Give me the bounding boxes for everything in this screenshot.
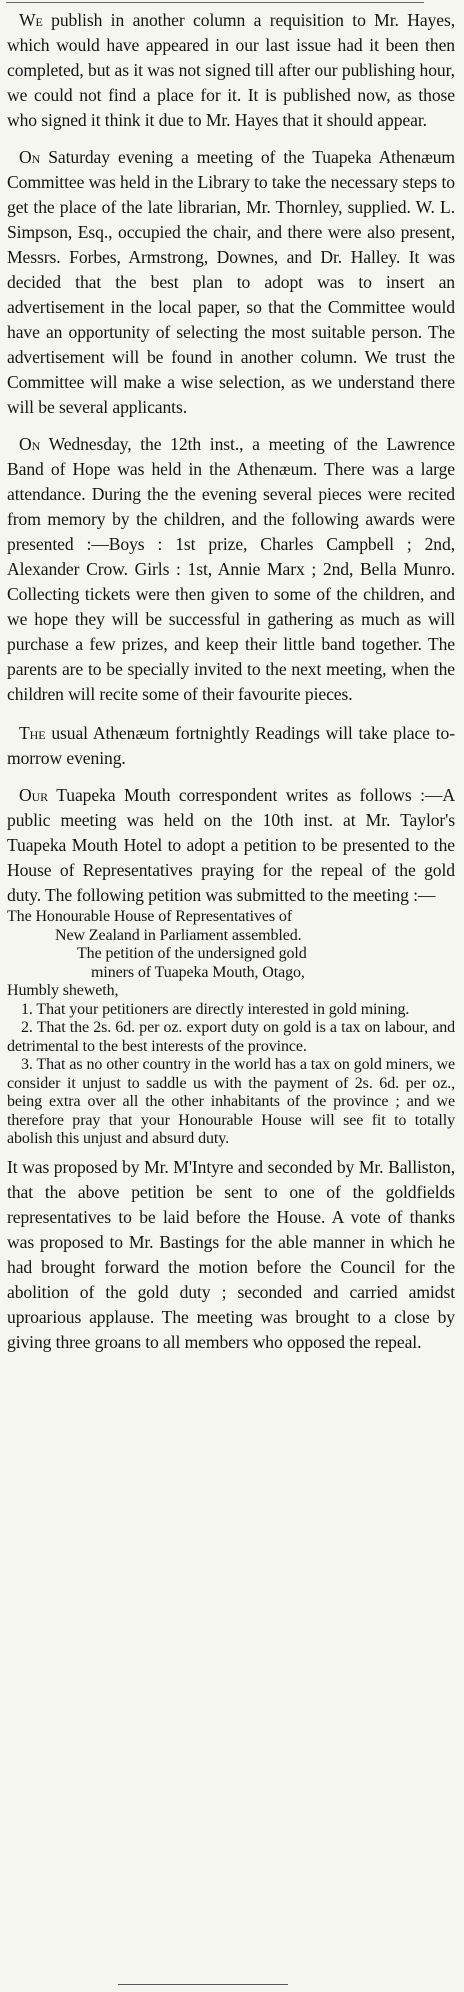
article-lead-word: On (19, 434, 41, 454)
article-lead-word: Our (19, 785, 49, 805)
end-rule (118, 1984, 288, 1985)
petition-item-number: 1. (21, 1000, 33, 1018)
petition-item (7, 1001, 455, 1020)
article-text: Wednesday, the 12th inst., a meeting of the Lawrence Band of Hope was held in the Athenæum. There was a large attendance. During the the evening several pieces were recited from memory by the children, and the following awards were presented :—Boys : 1st prize, Charles Campbell ; 2nd, Alexander Crow. Girls : 1st, Annie Marx ; 2nd, Bella Munro. Collecting tickets were then given to some of the children, and we hope they will be successful in gathering as much as will purchase a few prizes, and keep their little band together. The parents are to be specially invited to the next meeting, when the children will recite some of their favourite pieces. (7, 434, 455, 704)
petition-item (7, 1019, 455, 1056)
article-readings (7, 721, 455, 771)
petition-item (7, 1056, 455, 1149)
petition-item-text: That as no other country in the world has a tax on gold miners, we consider it unjust to saddle us with the payment of 2s. 6d. per oz., being extra over all the other inhabitants of the province ; and we therefore pray that your Honourable House will see fit to totally abolish this unjust and absurd duty. (7, 1056, 455, 1147)
article-closing-paragraph: It was proposed by Mr. M'Intyre and seconded by Mr. Balliston, that the above petition be sent to one of the goldfields representatives to be laid before the House. A vote of thanks was proposed to Mr. Bastings for the able manner in which he had brought forward the motion before the Council for the abolition of the gold duty ; seconded and carried amidst uproarious applause. The meeting was brought to a close by giving three groans to all members who opposed the repeal. (7, 1156, 455, 1352)
article-athenaeum-committee (7, 145, 455, 420)
petition-address-line: New Zealand in Parliament assembled. (55, 926, 302, 944)
petition-block (7, 908, 455, 1149)
petition-address-line: miners of Tuapeka Mouth, Otago, (91, 963, 305, 981)
article-band-of-hope (7, 432, 455, 707)
article-lead-word: The (19, 723, 46, 743)
top-rule (6, 2, 424, 3)
petition-address-line: The petition of the undersigned gold (77, 945, 307, 962)
article-tuapeka-mouth (7, 783, 455, 908)
petition-item-number: 2. (21, 1019, 33, 1036)
article-text: Tuapeka Mouth correspondent writes as follows :—A public meeting was held on the 10th inst. at Mr. Taylor's Tuapeka Mouth Hotel to adopt a petition to be presented to the House of Representatives praying for the repeal of the gold duty. The following petition was submitted to the meeting :— (7, 785, 455, 905)
article-text: publish in another column a requisition to Mr. Hayes, which would have appeared in our last issue had it been then completed, but as it was not signed till after our publishing hour, we could not find a place for it. It is published now, as those who signed it think it due to Mr. Hayes that it should appear. (7, 10, 455, 130)
article-lead-word: On (19, 147, 41, 167)
article-requisition (7, 8, 455, 133)
petition-item-text: That your petitioners are directly interested in gold mining. (32, 1000, 410, 1018)
news-column (7, 8, 455, 1355)
article-text: Saturday evening a meeting of the Tuapeka Athenæum Committee was held in the Library to take the necessary steps to get the place of the late librarian, Mr. Thornley, supplied. W. L. Simpson, Esq., occupied the chair, and there were also present, Messrs. Forbes, Armstrong, Downes, and Dr. Halley. It was decided that the best plan to adopt was to insert an advertisement in the local paper, so that the Committee would have an opportunity of selecting the most suitable person. The advertisement will be found in another column. We trust the Committee will make a wise selection, as we understand there will be several applicants. (7, 147, 455, 417)
petition-address-line: The Honourable House of Representatives of (7, 908, 293, 925)
petition-address-line: Humbly sheweth, (7, 982, 119, 999)
petition-item-number: 3. (21, 1056, 33, 1073)
petition-item-text: That the 2s. 6d. per oz. export duty on gold is a tax on labour, and detrimental to the best interests of the province. (7, 1019, 455, 1055)
article-text: usual Athenæum fortnightly Readings will take place to-morrow evening. (7, 723, 455, 768)
article-lead-word: We (19, 10, 43, 30)
